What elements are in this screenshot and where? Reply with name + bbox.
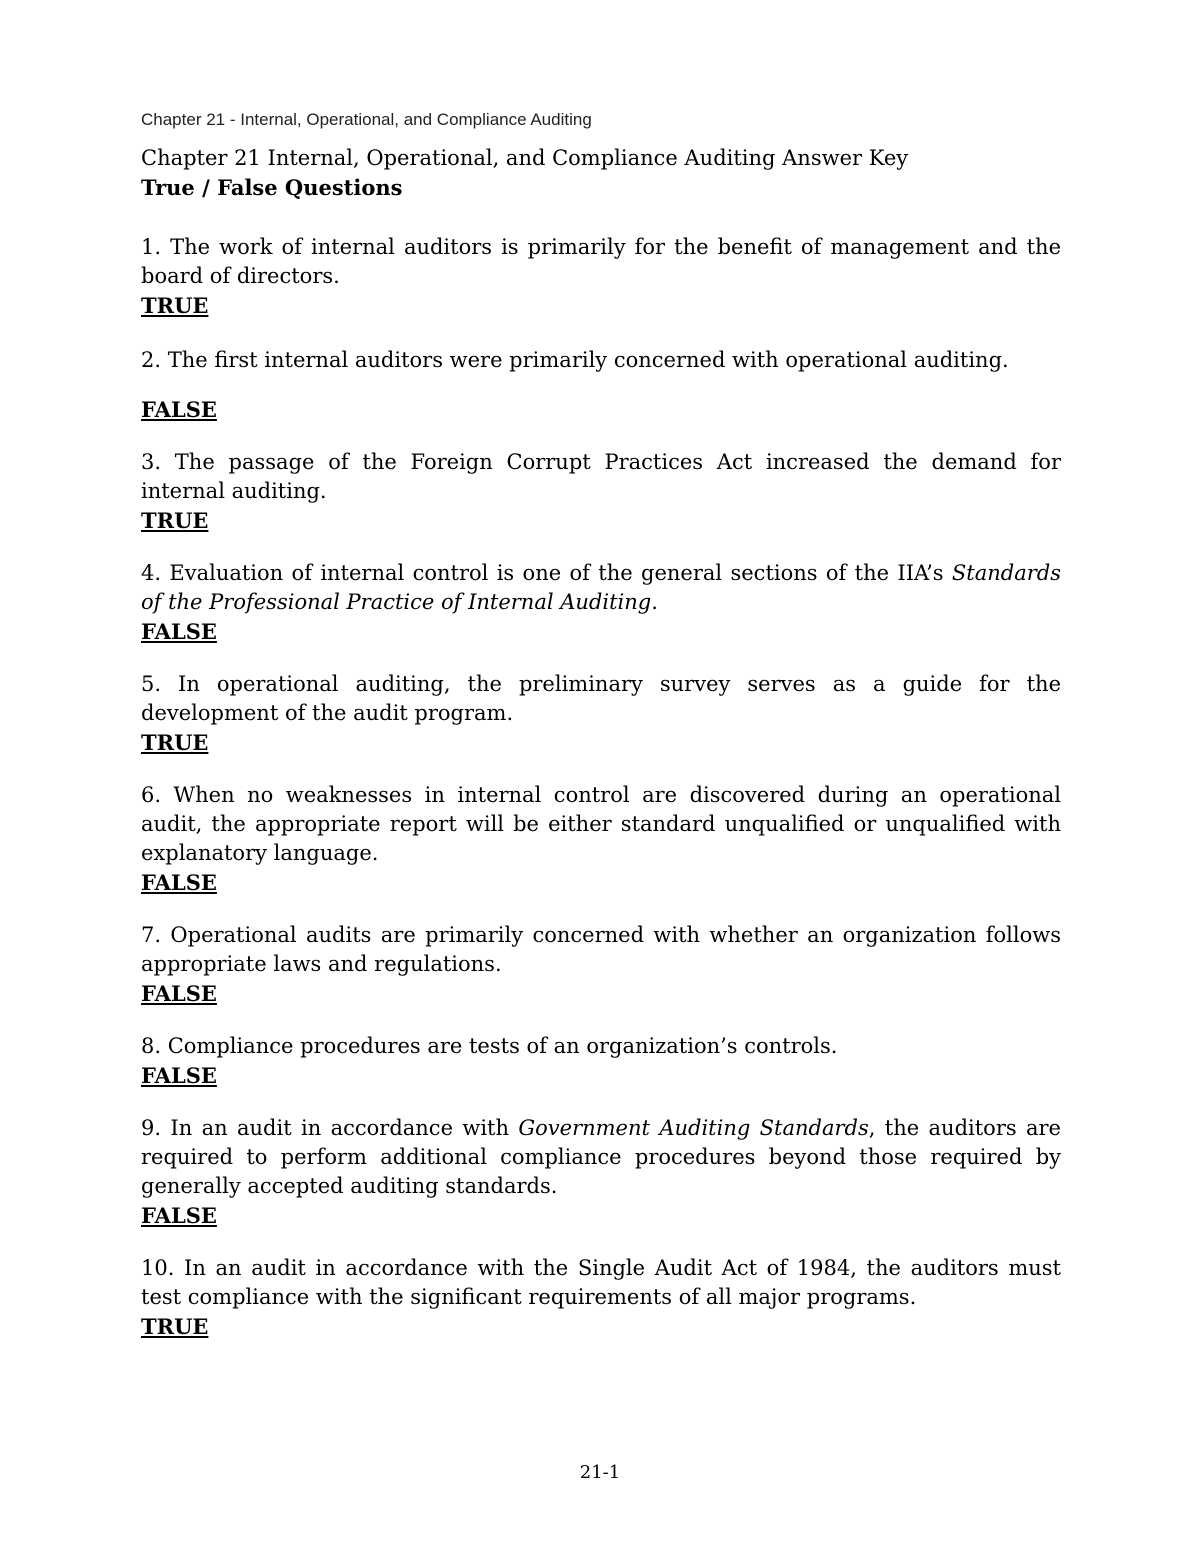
document-title: Chapter 21 Internal, Operational, and Compliance Auditing Answer Key — [141, 146, 909, 170]
question-text: 5. In operational auditing, the preliminary survey serves as a guide for the development of the audit program. — [141, 672, 1061, 725]
answer-key-content — [141, 143, 1061, 1341]
question-item — [141, 1114, 1061, 1230]
question-item — [141, 448, 1061, 535]
answer-label: TRUE — [141, 293, 209, 318]
question-text: 3. The passage of the Foreign Corrupt Practices Act increased the demand for internal auditing. — [141, 450, 1061, 503]
answer-label: FALSE — [141, 397, 217, 422]
question-text-part: . — [651, 590, 658, 614]
question-item — [141, 233, 1061, 320]
question-item — [141, 781, 1061, 897]
question-item — [141, 921, 1061, 1008]
section-title: True / False Questions — [141, 175, 403, 200]
question-text: 1. The work of internal auditors is primarily for the benefit of management and the board of directors. — [141, 235, 1061, 288]
question-item — [141, 670, 1061, 757]
question-text: 2. The first internal auditors were primarily concerned with operational auditing. — [141, 348, 1009, 372]
question-text: 6. When no weaknesses in internal control are discovered during an operational audit, the appropriate report will be either standard unqualified or unqualified with explanatory language. — [141, 783, 1061, 865]
question-item — [141, 1254, 1061, 1341]
question-text-italic: Standards of the Professional Practice of Internal Auditing — [141, 561, 1061, 614]
question-text-part: , the auditors are required to perform additional compliance procedures beyond those required by generally accepted auditing standards. — [141, 1116, 1061, 1198]
answer-label: FALSE — [141, 981, 217, 1006]
answer-label: FALSE — [141, 1203, 217, 1228]
question-text: 7. Operational audits are primarily concerned with whether an organization follows appropriate laws and regulations. — [141, 923, 1061, 976]
question-text: 8. Compliance procedures are tests of an organization’s controls. — [141, 1034, 838, 1058]
question-text: 10. In an audit in accordance with the Single Audit Act of 1984, the auditors must test compliance with the significant requirements of all major programs. — [141, 1256, 1061, 1309]
answer-label: FALSE — [141, 870, 217, 895]
page-number: 21-1 — [579, 1462, 621, 1483]
question-text — [141, 559, 1061, 617]
question-item — [141, 559, 1061, 646]
answer-label: TRUE — [141, 730, 209, 755]
question-text — [141, 1114, 1061, 1201]
answer-label: TRUE — [141, 1314, 209, 1339]
running-header: Chapter 21 - Internal, Operational, and Compliance Auditing — [141, 110, 592, 129]
question-text-part: 4. Evaluation of internal control is one of the general sections of the IIA’s — [141, 561, 952, 585]
question-text-part: 9. In an audit in accordance with — [141, 1116, 519, 1140]
question-item — [141, 1032, 1061, 1090]
answer-label: FALSE — [141, 1063, 217, 1088]
answer-label: FALSE — [141, 619, 217, 644]
answer-label: TRUE — [141, 508, 209, 533]
question-text-italic: Government Auditing Standards — [518, 1116, 869, 1140]
question-item — [141, 346, 1061, 424]
